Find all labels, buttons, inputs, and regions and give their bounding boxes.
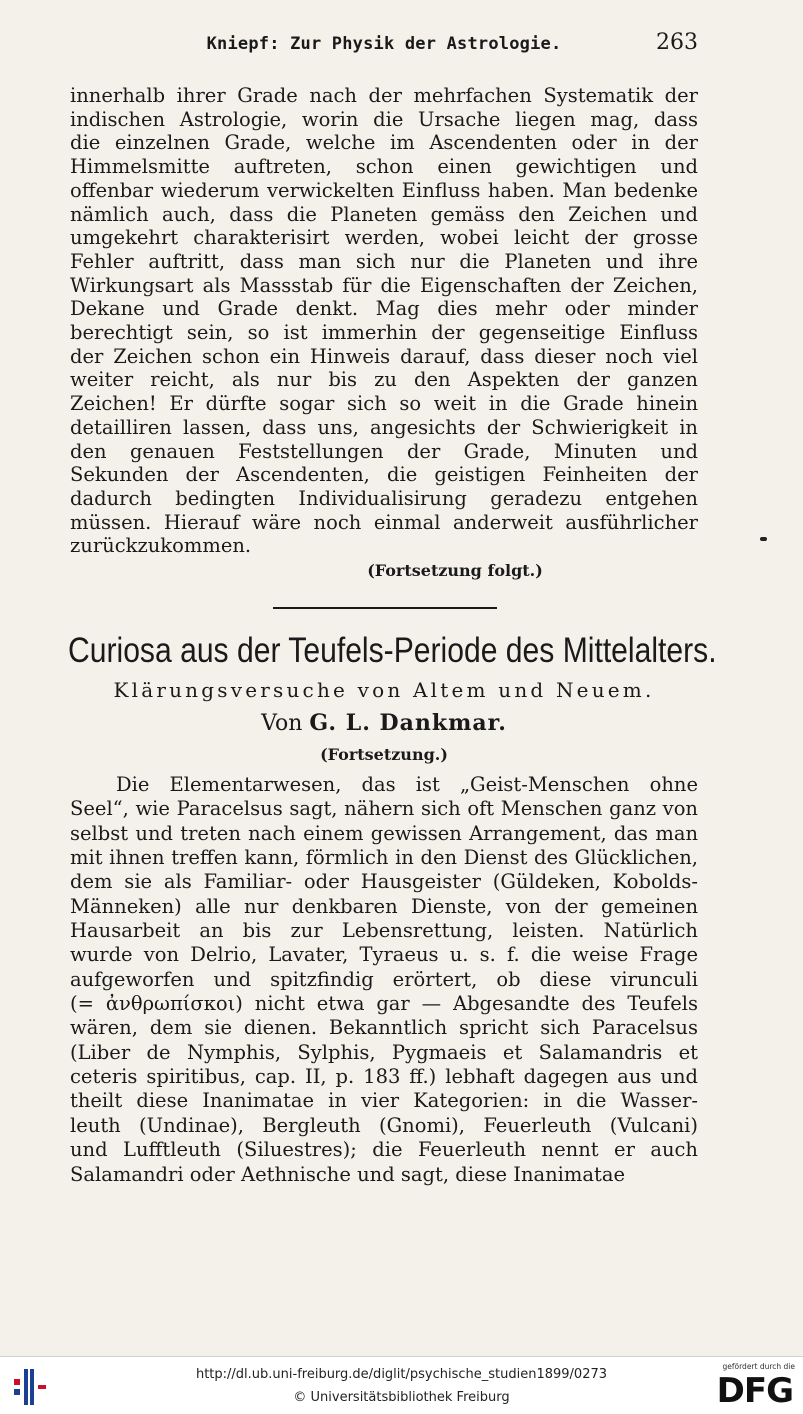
copyright-notice: © Universitätsbibliothek Freiburg bbox=[293, 1390, 510, 1405]
continuation-note: (Fortsetzung.) bbox=[320, 745, 448, 764]
author-name: G. L. Dankmar. bbox=[309, 710, 507, 736]
text-line: (Liber de Nymphis, Sylphis, Pygmaeis et Salamandris et bbox=[70, 1040, 698, 1064]
text-line: wären, dem sie dienen. Bekanntlich spricht sich Paracelsus bbox=[70, 1016, 698, 1040]
text-line: Seel“, wie Paracelsus sagt, nähern sich oft Menschen ganz von bbox=[70, 797, 698, 821]
running-title: Kniepf: Zur Physik der Astrologie. bbox=[206, 34, 562, 54]
text-line: Himmelsmitte auftreten, schon einen gewichtigen und bbox=[70, 155, 698, 179]
text-line: dem sie als Familiar- oder Hausgeister (Güldeken, Kobolds- bbox=[70, 870, 698, 894]
text-line: müssen. Hierauf wäre noch einmal anderweit ausführlicher bbox=[70, 510, 698, 534]
running-header bbox=[70, 30, 698, 64]
text-line: Salamandri oder Aethnische und sagt, diese Inanimatae bbox=[70, 1162, 626, 1186]
text-line: ceteris spiritibus, cap. II, p. 183 ff.) lebhaft dagegen aus und bbox=[70, 1065, 698, 1089]
text-line: nämlich auch, dass die Planeten gemäss den Zeichen und bbox=[70, 202, 698, 226]
text-line: Dekane und Grade denkt. Mag dies mehr oder minder bbox=[70, 297, 698, 321]
text-line: Wirkungsart als Massstab für die Eigenschaften der Zeichen, bbox=[70, 273, 698, 297]
text-line: Die Elementarwesen, das ist „Geist-Menschen ohne bbox=[116, 773, 698, 796]
article-subtitle: Klärungsversuche von Altem und Neuem. bbox=[113, 678, 655, 702]
text-line: selbst und treten nach einem gewissen Arrangement, das man bbox=[70, 821, 698, 845]
article-title: Curiosa aus der Teufels-Periode des Mittelalters. bbox=[68, 631, 717, 670]
text-line: leuth (Undinae), Bergleuth (Gnomi), Feuerleuth (Vulcani) bbox=[70, 1113, 698, 1137]
byline-prefix: Von bbox=[261, 711, 303, 736]
dfg-wordmark: DFG bbox=[716, 1371, 793, 1411]
text-line: berechtigt sein, so ist immerhin der gegenseitige Einfluss bbox=[70, 321, 698, 345]
section-divider bbox=[273, 607, 497, 609]
text-line: Zeichen! Er dürfte sogar sich so weit in die Grade hinein bbox=[70, 392, 698, 416]
text-line: offenbar wiederum verwickelten Einfluss haben. Man bedenke bbox=[70, 178, 698, 202]
text-line: zurückzukommen. bbox=[70, 534, 252, 558]
permalink-url[interactable]: http://dl.ub.uni-freiburg.de/diglit/psychische_studien1899/0273 bbox=[195, 1367, 608, 1382]
article-body-paragraph bbox=[70, 773, 698, 1187]
text-line: dadurch bedingten Individualisirung geradezu entgehen bbox=[70, 486, 698, 510]
text-line: Hausarbeit an bis zur Lebensrettung, leisten. Natürlich bbox=[70, 919, 698, 943]
article-byline bbox=[70, 710, 698, 736]
text-line: indischen Astrologie, worin die Ursache liegen mag, dass bbox=[70, 107, 698, 131]
page-number: 263 bbox=[656, 30, 698, 55]
text-line: (= ἀνθρωπίσκοι) nicht etwa gar — Abgesandte des Teufels bbox=[70, 992, 698, 1016]
viewer-footer bbox=[0, 1356, 803, 1414]
text-line: Sekunden der Ascendenten, die geistigen Feinheiten der bbox=[70, 463, 698, 487]
paragraph-continuation bbox=[70, 84, 698, 558]
text-line: die einzelnen Grade, welche im Ascendenten oder in der bbox=[70, 131, 698, 155]
text-line: der Zeichen schon ein Hinweis darauf, dass dieser noch viel bbox=[70, 344, 698, 368]
dfg-logo-icon[interactable] bbox=[705, 1361, 795, 1411]
text-line: theilt diese Inanimatae in vier Kategorien: in die Wasser- bbox=[70, 1089, 698, 1113]
text-line: wurde von Delrio, Lavater, Tyraeus u. s. f. die weise Frage bbox=[70, 943, 698, 967]
text-line: den genauen Feststellungen der Grade, Minuten und bbox=[70, 439, 698, 463]
text-line: Fehler auftritt, dass man sich nur die Planeten und ihre bbox=[70, 249, 698, 273]
text-line: und Lufftleuth (Siluestres); die Feuerleuth nennt er auch bbox=[70, 1138, 698, 1162]
text-line: innerhalb ihrer Grade nach der mehrfachen Systematik der bbox=[70, 84, 698, 107]
text-line: aufgeworfen und spitzfindig erörtert, ob diese virunculi bbox=[70, 967, 698, 991]
text-line: mit ihnen treffen kann, förmlich in den Dienst des Glücklichen, bbox=[70, 846, 698, 870]
to-be-continued-note: (Fortsetzung folgt.) bbox=[367, 561, 543, 580]
text-line: weiter reicht, als nur bis zu den Aspekten der ganzen bbox=[70, 368, 698, 392]
ink-speck bbox=[760, 537, 767, 541]
text-line: Männeken) alle nur denkbaren Dienste, von der gemeinen bbox=[70, 894, 698, 918]
dfg-tagline: gefördert durch die bbox=[722, 1362, 795, 1371]
text-line: detailliren lassen, dass uns, angesichts der Schwierigkeit in bbox=[70, 415, 698, 439]
text-line: umgekehrt charakterisirt werden, wobei leicht der grosse bbox=[70, 226, 698, 250]
